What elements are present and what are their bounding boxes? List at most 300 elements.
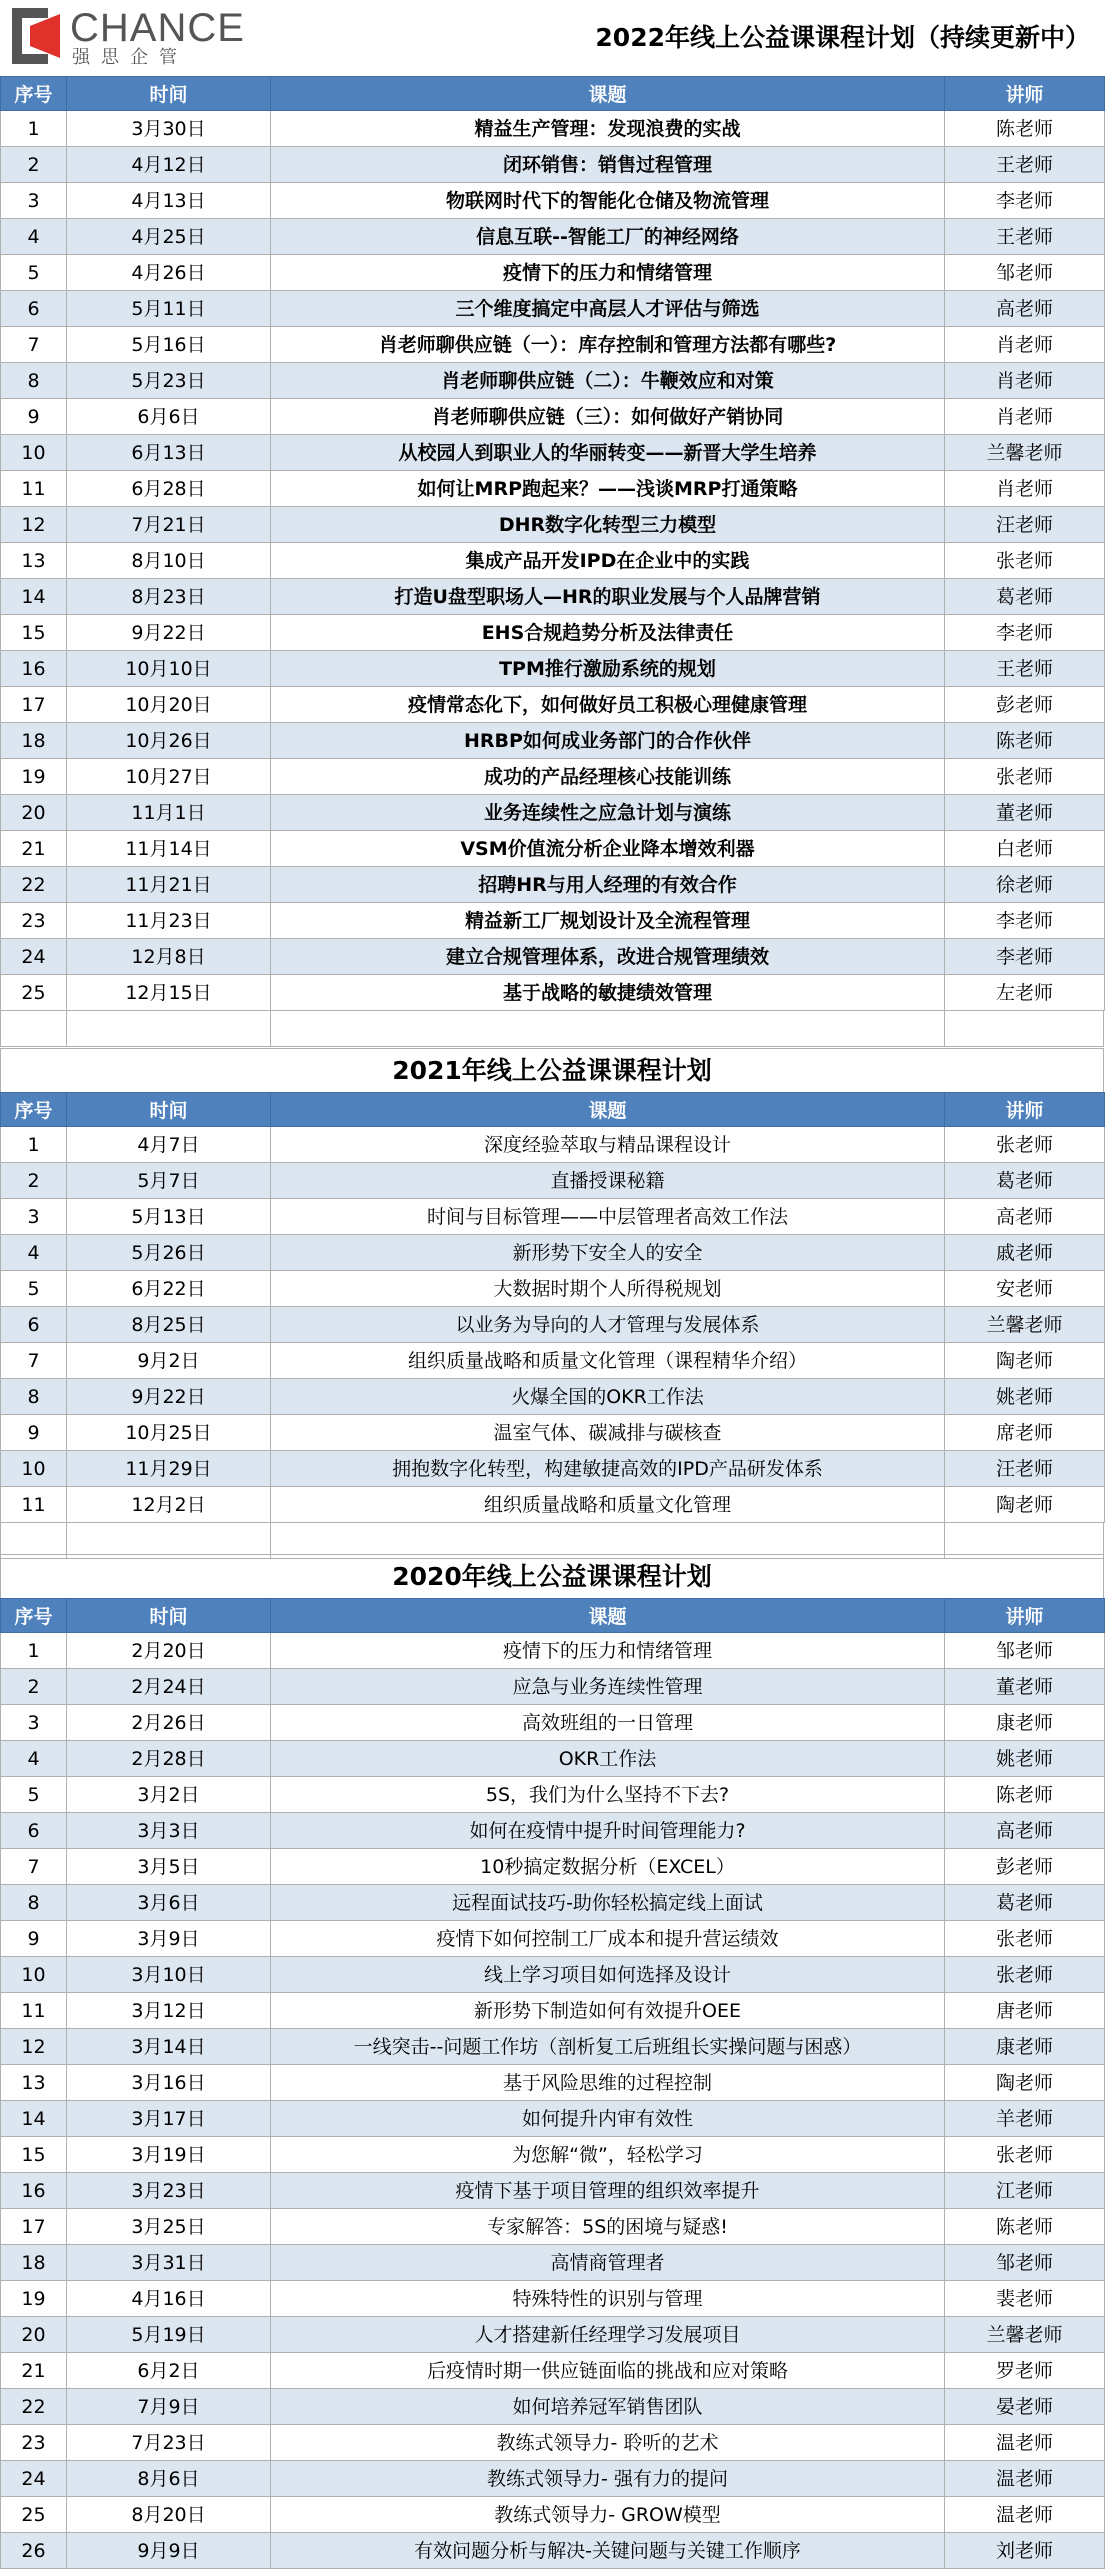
cell-date: 5月19日 <box>67 2317 271 2353</box>
table-row <box>1 327 1105 363</box>
cell-teacher: 白老师 <box>945 831 1105 867</box>
chance-logo-icon <box>8 4 64 68</box>
table-2021-block <box>0 1048 1104 1559</box>
cell-date: 3月6日 <box>67 1885 271 1921</box>
table-row <box>1 1921 1105 1957</box>
table-row <box>1 1813 1105 1849</box>
table-row <box>1 2245 1105 2281</box>
cell-index: 16 <box>1 2173 67 2209</box>
table-row <box>1 1885 1105 1921</box>
cell-index: 2 <box>1 147 67 183</box>
table-row <box>1 1957 1105 1993</box>
table-row <box>1 867 1105 903</box>
cell-index: 1 <box>1 1633 67 1669</box>
cell-date: 2月26日 <box>67 1705 271 1741</box>
cell-date: 3月16日 <box>67 2065 271 2101</box>
table-row <box>1 2065 1105 2101</box>
table-row <box>1 2533 1105 2569</box>
header-index: 序号 <box>1 77 67 111</box>
table-row <box>1 615 1105 651</box>
cell-index: 3 <box>1 183 67 219</box>
cell-index: 22 <box>1 867 67 903</box>
chance-logo <box>8 4 245 68</box>
header-teacher: 讲师 <box>945 77 1105 111</box>
table-2020 <box>0 1598 1105 2569</box>
cell-date: 4月25日 <box>67 219 271 255</box>
cell-topic: 一线突击--问题工作坊（剖析复工后班组长实操问题与困惑） <box>271 2029 945 2065</box>
cell-date: 3月31日 <box>67 2245 271 2281</box>
cell-teacher: 彭老师 <box>945 1849 1105 1885</box>
cell-index: 6 <box>1 291 67 327</box>
cell-teacher: 张老师 <box>945 1921 1105 1957</box>
cell-index: 25 <box>1 975 67 1011</box>
cell-date: 5月26日 <box>67 1235 271 1271</box>
table-header-row <box>1 1599 1105 1633</box>
cell-index: 7 <box>1 327 67 363</box>
cell-teacher: 姚老师 <box>945 1741 1105 1777</box>
cell-teacher: 肖老师 <box>945 363 1105 399</box>
cell-index: 23 <box>1 903 67 939</box>
cell-teacher: 罗老师 <box>945 2353 1105 2389</box>
cell-teacher: 康老师 <box>945 2029 1105 2065</box>
table-row <box>1 1705 1105 1741</box>
table-row <box>1 1669 1105 1705</box>
cell-topic: 建立合规管理体系，改进合规管理绩效 <box>271 939 945 975</box>
cell-index: 13 <box>1 543 67 579</box>
cell-index: 3 <box>1 1705 67 1741</box>
table-row <box>1 2317 1105 2353</box>
cell-topic: 三个维度搞定中高层人才评估与筛选 <box>271 291 945 327</box>
cell-teacher: 王老师 <box>945 219 1105 255</box>
cell-teacher: 张老师 <box>945 543 1105 579</box>
cell-teacher: 邹老师 <box>945 1633 1105 1669</box>
cell-date: 6月22日 <box>67 1271 271 1307</box>
cell-topic: 教练式领导力- 强有力的提问 <box>271 2461 945 2497</box>
logo-text-cn: 强思企管 <box>72 47 188 68</box>
cell-teacher: 席老师 <box>945 1415 1105 1451</box>
cell-index: 4 <box>1 1741 67 1777</box>
table-row <box>1 2425 1105 2461</box>
table-spacer <box>0 1011 1104 1047</box>
cell-teacher: 王老师 <box>945 651 1105 687</box>
cell-teacher: 高老师 <box>945 1813 1105 1849</box>
cell-teacher: 董老师 <box>945 1669 1105 1705</box>
cell-index: 17 <box>1 2209 67 2245</box>
cell-topic: 为您解“微”，轻松学习 <box>271 2137 945 2173</box>
cell-date: 8月25日 <box>67 1307 271 1343</box>
cell-topic: 疫情下的压力和情绪管理 <box>271 1633 945 1669</box>
table-row <box>1 2461 1105 2497</box>
cell-date: 11月29日 <box>67 1451 271 1487</box>
cell-index: 12 <box>1 507 67 543</box>
cell-index: 10 <box>1 435 67 471</box>
cell-topic: 如何让MRP跑起来？——浅谈MRP打通策略 <box>271 471 945 507</box>
cell-index: 20 <box>1 2317 67 2353</box>
cell-index: 19 <box>1 2281 67 2317</box>
cell-teacher: 兰馨老师 <box>945 435 1105 471</box>
table-row <box>1 2209 1105 2245</box>
cell-teacher: 肖老师 <box>945 399 1105 435</box>
cell-date: 8月23日 <box>67 579 271 615</box>
cell-date: 3月5日 <box>67 1849 271 1885</box>
page-header <box>0 0 1104 76</box>
cell-topic: 闭环销售：销售过程管理 <box>271 147 945 183</box>
cell-teacher: 邹老师 <box>945 2245 1105 2281</box>
cell-date: 8月20日 <box>67 2497 271 2533</box>
table-row <box>1 1777 1105 1813</box>
cell-date: 3月12日 <box>67 1993 271 2029</box>
cell-topic: 成功的产品经理核心技能训练 <box>271 759 945 795</box>
cell-date: 7月9日 <box>67 2389 271 2425</box>
cell-topic: 新形势下安全人的安全 <box>271 1235 945 1271</box>
cell-teacher: 李老师 <box>945 183 1105 219</box>
cell-topic: VSM价值流分析企业降本增效利器 <box>271 831 945 867</box>
cell-teacher: 邹老师 <box>945 255 1105 291</box>
cell-index: 6 <box>1 1307 67 1343</box>
cell-teacher: 陶老师 <box>945 1487 1105 1523</box>
cell-topic: OKR工作法 <box>271 1741 945 1777</box>
table-row <box>1 255 1105 291</box>
table-row <box>1 399 1105 435</box>
cell-date: 10月27日 <box>67 759 271 795</box>
cell-teacher: 高老师 <box>945 1199 1105 1235</box>
table-row <box>1 975 1105 1011</box>
table-row <box>1 687 1105 723</box>
cell-teacher: 温老师 <box>945 2425 1105 2461</box>
cell-topic: 新形势下制造如何有效提升OEE <box>271 1993 945 2029</box>
cell-index: 8 <box>1 1885 67 1921</box>
table-row <box>1 939 1105 975</box>
cell-teacher: 董老师 <box>945 795 1105 831</box>
cell-index: 2 <box>1 1163 67 1199</box>
table-header-row <box>1 1093 1105 1127</box>
header-date: 时间 <box>67 77 271 111</box>
cell-index: 4 <box>1 219 67 255</box>
logo-text-en: CHANCE <box>70 6 245 50</box>
cell-index: 18 <box>1 2245 67 2281</box>
cell-date: 12月8日 <box>67 939 271 975</box>
cell-topic: 招聘HR与用人经理的有效合作 <box>271 867 945 903</box>
cell-index: 18 <box>1 723 67 759</box>
cell-topic: 疫情下的压力和情绪管理 <box>271 255 945 291</box>
cell-teacher: 徐老师 <box>945 867 1105 903</box>
cell-teacher: 高老师 <box>945 291 1105 327</box>
cell-index: 24 <box>1 939 67 975</box>
cell-index: 19 <box>1 759 67 795</box>
table-row <box>1 1849 1105 1885</box>
cell-date: 10月25日 <box>67 1415 271 1451</box>
cell-topic: TPM推行激励系统的规划 <box>271 651 945 687</box>
cell-topic: 人才搭建新任经理学习发展项目 <box>271 2317 945 2353</box>
cell-topic: EHS合规趋势分析及法律责任 <box>271 615 945 651</box>
cell-index: 5 <box>1 1777 67 1813</box>
cell-topic: 应急与业务连续性管理 <box>271 1669 945 1705</box>
cell-topic: 温室气体、碳减排与碳核查 <box>271 1415 945 1451</box>
cell-index: 10 <box>1 1957 67 1993</box>
cell-index: 7 <box>1 1849 67 1885</box>
header-index: 序号 <box>1 1599 67 1633</box>
cell-date: 5月13日 <box>67 1199 271 1235</box>
table-row <box>1 183 1105 219</box>
cell-date: 12月15日 <box>67 975 271 1011</box>
cell-teacher: 康老师 <box>945 1705 1105 1741</box>
table-2022-block <box>0 76 1104 1047</box>
cell-teacher: 李老师 <box>945 939 1105 975</box>
table-row <box>1 1633 1105 1669</box>
cell-topic: 肖老师聊供应链（三）：如何做好产销协同 <box>271 399 945 435</box>
cell-date: 5月16日 <box>67 327 271 363</box>
cell-date: 3月2日 <box>67 1777 271 1813</box>
table-row <box>1 2497 1105 2533</box>
table-row <box>1 1451 1105 1487</box>
table-row <box>1 759 1105 795</box>
table-row <box>1 2353 1105 2389</box>
cell-topic: 教练式领导力- 聆听的艺术 <box>271 2425 945 2461</box>
cell-index: 14 <box>1 579 67 615</box>
cell-teacher: 张老师 <box>945 2137 1105 2173</box>
cell-teacher: 温老师 <box>945 2497 1105 2533</box>
cell-teacher: 张老师 <box>945 1127 1105 1163</box>
page-title: 2022年线上公益课课程计划（持续更新中） <box>595 23 1090 52</box>
table-row <box>1 1741 1105 1777</box>
cell-teacher: 陶老师 <box>945 2065 1105 2101</box>
table-row <box>1 2173 1105 2209</box>
table-row <box>1 111 1105 147</box>
cell-index: 25 <box>1 2497 67 2533</box>
cell-teacher: 葛老师 <box>945 1163 1105 1199</box>
table-row <box>1 1993 1105 2029</box>
cell-index: 1 <box>1 1127 67 1163</box>
cell-teacher: 兰馨老师 <box>945 2317 1105 2353</box>
table-row <box>1 1415 1105 1451</box>
cell-date: 4月16日 <box>67 2281 271 2317</box>
cell-date: 5月11日 <box>67 291 271 327</box>
cell-topic: 教练式领导力- GROW模型 <box>271 2497 945 2533</box>
header-teacher: 讲师 <box>945 1599 1105 1633</box>
cell-topic: 基于风险思维的过程控制 <box>271 2065 945 2101</box>
cell-topic: 深度经验萃取与精品课程设计 <box>271 1127 945 1163</box>
header-teacher: 讲师 <box>945 1093 1105 1127</box>
cell-teacher: 张老师 <box>945 1957 1105 1993</box>
cell-date: 8月10日 <box>67 543 271 579</box>
cell-index: 4 <box>1 1235 67 1271</box>
cell-index: 15 <box>1 615 67 651</box>
cell-date: 2月24日 <box>67 1669 271 1705</box>
table-row <box>1 2101 1105 2137</box>
cell-topic: 有效问题分析与解决-关键问题与关键工作顺序 <box>271 2533 945 2569</box>
cell-teacher: 陈老师 <box>945 111 1105 147</box>
cell-date: 5月7日 <box>67 1163 271 1199</box>
header-date: 时间 <box>67 1093 271 1127</box>
cell-topic: 如何在疫情中提升时间管理能力? <box>271 1813 945 1849</box>
cell-topic: 如何提升内审有效性 <box>271 2101 945 2137</box>
table-row <box>1 1127 1105 1163</box>
cell-date: 3月30日 <box>67 111 271 147</box>
cell-date: 9月22日 <box>67 615 271 651</box>
table-row <box>1 543 1105 579</box>
table-2020-block <box>0 1554 1104 2569</box>
cell-index: 8 <box>1 363 67 399</box>
cell-date: 8月6日 <box>67 2461 271 2497</box>
table-row <box>1 2281 1105 2317</box>
cell-date: 10月20日 <box>67 687 271 723</box>
cell-teacher: 肖老师 <box>945 327 1105 363</box>
cell-date: 3月14日 <box>67 2029 271 2065</box>
cell-teacher: 兰馨老师 <box>945 1307 1105 1343</box>
cell-index: 13 <box>1 2065 67 2101</box>
cell-index: 20 <box>1 795 67 831</box>
cell-teacher: 唐老师 <box>945 1993 1105 2029</box>
cell-topic: 精益生产管理：发现浪费的实战 <box>271 111 945 147</box>
cell-date: 4月12日 <box>67 147 271 183</box>
cell-date: 3月10日 <box>67 1957 271 1993</box>
cell-date: 11月14日 <box>67 831 271 867</box>
table-row <box>1 2029 1105 2065</box>
cell-teacher: 汪老师 <box>945 1451 1105 1487</box>
table-row <box>1 1379 1105 1415</box>
cell-index: 1 <box>1 111 67 147</box>
table-row <box>1 1271 1105 1307</box>
cell-teacher: 左老师 <box>945 975 1105 1011</box>
cell-topic: 打造U盘型职场人—HR的职业发展与个人品牌营销 <box>271 579 945 615</box>
cell-teacher: 张老师 <box>945 759 1105 795</box>
cell-topic: 直播授课秘籍 <box>271 1163 945 1199</box>
cell-topic: 集成产品开发IPD在企业中的实践 <box>271 543 945 579</box>
cell-date: 6月28日 <box>67 471 271 507</box>
cell-teacher: 羊老师 <box>945 2101 1105 2137</box>
cell-date: 9月9日 <box>67 2533 271 2569</box>
cell-teacher: 裴老师 <box>945 2281 1105 2317</box>
cell-date: 3月19日 <box>67 2137 271 2173</box>
cell-topic: 专家解答：5S的困境与疑惑! <box>271 2209 945 2245</box>
cell-index: 8 <box>1 1379 67 1415</box>
header-topic: 课题 <box>271 1093 945 1127</box>
table-row <box>1 579 1105 615</box>
cell-index: 17 <box>1 687 67 723</box>
cell-date: 3月25日 <box>67 2209 271 2245</box>
cell-topic: 物联网时代下的智能化仓储及物流管理 <box>271 183 945 219</box>
header-index: 序号 <box>1 1093 67 1127</box>
cell-date: 4月26日 <box>67 255 271 291</box>
table-row <box>1 651 1105 687</box>
cell-teacher: 陈老师 <box>945 2209 1105 2245</box>
cell-index: 9 <box>1 1415 67 1451</box>
cell-date: 6月2日 <box>67 2353 271 2389</box>
cell-date: 11月23日 <box>67 903 271 939</box>
table-2021 <box>0 1092 1105 1523</box>
cell-topic: HRBP如何成业务部门的合作伙伴 <box>271 723 945 759</box>
table-row <box>1 1199 1105 1235</box>
table-row <box>1 147 1105 183</box>
cell-index: 5 <box>1 1271 67 1307</box>
table-row <box>1 1343 1105 1379</box>
cell-teacher: 葛老师 <box>945 1885 1105 1921</box>
cell-teacher: 陶老师 <box>945 1343 1105 1379</box>
cell-teacher: 王老师 <box>945 147 1105 183</box>
section-title-2020: 2020年线上公益课课程计划 <box>0 1554 1104 1598</box>
table-row <box>1 723 1105 759</box>
table-2022 <box>0 76 1105 1011</box>
cell-index: 3 <box>1 1199 67 1235</box>
cell-date: 11月21日 <box>67 867 271 903</box>
cell-index: 11 <box>1 1993 67 2029</box>
cell-date: 3月9日 <box>67 1921 271 1957</box>
cell-topic: 拥抱数字化转型，构建敏捷高效的IPD产品研发体系 <box>271 1451 945 1487</box>
cell-topic: 火爆全国的OKR工作法 <box>271 1379 945 1415</box>
cell-teacher: 李老师 <box>945 903 1105 939</box>
cell-topic: 如何培养冠军销售团队 <box>271 2389 945 2425</box>
cell-date: 3月3日 <box>67 1813 271 1849</box>
cell-index: 16 <box>1 651 67 687</box>
cell-teacher: 温老师 <box>945 2461 1105 2497</box>
cell-date: 4月13日 <box>67 183 271 219</box>
cell-index: 14 <box>1 2101 67 2137</box>
cell-index: 26 <box>1 2533 67 2569</box>
table-row <box>1 1487 1105 1523</box>
cell-date: 4月7日 <box>67 1127 271 1163</box>
cell-topic: 10秒搞定数据分析（EXCEL） <box>271 1849 945 1885</box>
cell-topic: 从校园人到职业人的华丽转变——新晋大学生培养 <box>271 435 945 471</box>
cell-index: 11 <box>1 1487 67 1523</box>
cell-teacher: 葛老师 <box>945 579 1105 615</box>
table-row <box>1 219 1105 255</box>
cell-index: 9 <box>1 1921 67 1957</box>
header-topic: 课题 <box>271 1599 945 1633</box>
table-row <box>1 795 1105 831</box>
cell-topic: 线上学习项目如何选择及设计 <box>271 1957 945 1993</box>
table-row <box>1 903 1105 939</box>
cell-index: 21 <box>1 831 67 867</box>
cell-date: 7月21日 <box>67 507 271 543</box>
cell-index: 9 <box>1 399 67 435</box>
table-row <box>1 291 1105 327</box>
cell-date: 2月28日 <box>67 1741 271 1777</box>
cell-index: 12 <box>1 2029 67 2065</box>
cell-topic: DHR数字化转型三力模型 <box>271 507 945 543</box>
cell-date: 9月2日 <box>67 1343 271 1379</box>
cell-date: 3月17日 <box>67 2101 271 2137</box>
cell-date: 5月23日 <box>67 363 271 399</box>
header-date: 时间 <box>67 1599 271 1633</box>
table-row <box>1 2389 1105 2425</box>
cell-teacher: 陈老师 <box>945 723 1105 759</box>
cell-index: 22 <box>1 2389 67 2425</box>
cell-topic: 以业务为导向的人才管理与发展体系 <box>271 1307 945 1343</box>
cell-date: 10月26日 <box>67 723 271 759</box>
cell-date: 3月23日 <box>67 2173 271 2209</box>
table-row <box>1 1307 1105 1343</box>
cell-topic: 基于战略的敏捷绩效管理 <box>271 975 945 1011</box>
cell-teacher: 江老师 <box>945 2173 1105 2209</box>
cell-date: 10月10日 <box>67 651 271 687</box>
section-title-2021: 2021年线上公益课课程计划 <box>0 1048 1104 1092</box>
cell-topic: 时间与目标管理——中层管理者高效工作法 <box>271 1199 945 1235</box>
cell-topic: 精益新工厂规划设计及全流程管理 <box>271 903 945 939</box>
table-row <box>1 2137 1105 2173</box>
cell-topic: 疫情常态化下，如何做好员工积极心理健康管理 <box>271 687 945 723</box>
table-header-row <box>1 77 1105 111</box>
table-row <box>1 1235 1105 1271</box>
cell-date: 12月2日 <box>67 1487 271 1523</box>
cell-index: 21 <box>1 2353 67 2389</box>
cell-index: 7 <box>1 1343 67 1379</box>
cell-topic: 疫情下如何控制工厂成本和提升营运绩效 <box>271 1921 945 1957</box>
cell-index: 2 <box>1 1669 67 1705</box>
cell-date: 11月1日 <box>67 795 271 831</box>
cell-topic: 组织质量战略和质量文化管理（课程精华介绍） <box>271 1343 945 1379</box>
cell-topic: 高情商管理者 <box>271 2245 945 2281</box>
table-row <box>1 471 1105 507</box>
